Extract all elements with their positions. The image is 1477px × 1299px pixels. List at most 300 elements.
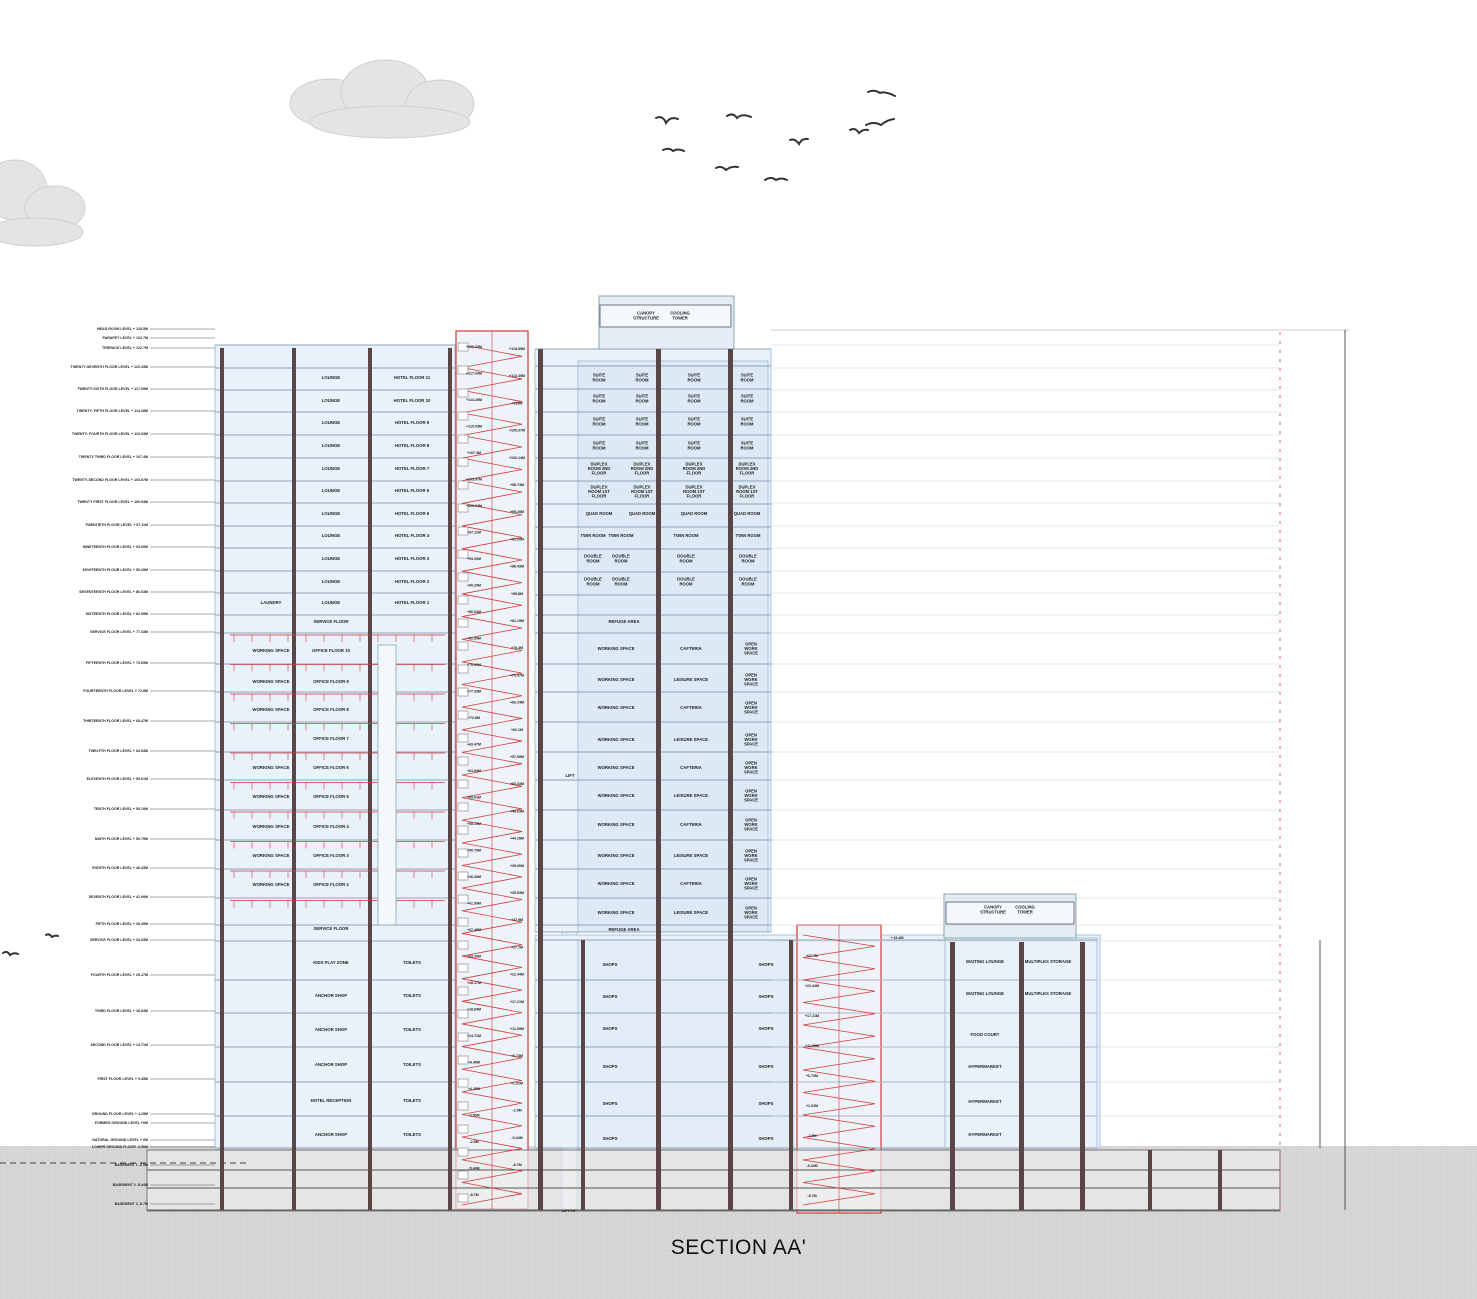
stair-level-label: +33.33M — [466, 954, 482, 959]
column — [1218, 1150, 1222, 1210]
stair-landing — [458, 780, 468, 788]
stair-level-label: -5.44M — [468, 1166, 480, 1171]
stair-level-label: +86.63M — [466, 610, 482, 614]
column — [1019, 942, 1024, 1210]
room-label: SUITE ROOM — [687, 416, 701, 427]
level-label: TWENTY FIRST FLOOR LEVEL + 100.94M — [77, 500, 148, 504]
stair-level-label: +35.53M — [509, 891, 525, 895]
stair-level-label: +11.99M — [805, 1044, 819, 1048]
room-label: OPEN WORK SPACE — [743, 905, 759, 920]
room-label: SHOPS — [758, 962, 774, 967]
stair-level-label: +91.09M — [509, 537, 525, 542]
stair-level-label: -8.7M — [512, 1163, 522, 1167]
room-label: HOTEL FLOOR 7 — [394, 466, 430, 471]
room-label: LEISURE SPACE — [673, 737, 709, 742]
stair-landing — [458, 642, 468, 650]
room-label: OFFICE FLOOR 8 — [313, 707, 349, 712]
room-label: LOUNGE — [321, 556, 341, 561]
room-label: SHOPS — [602, 1026, 618, 1031]
level-label: SEVENTH FLOOR LEVEL + 41.99M — [88, 895, 148, 899]
room-label: CAFTERIA — [680, 646, 702, 651]
room-label: SUITE ROOM — [635, 372, 649, 383]
room-label: SUITE ROOM — [740, 393, 754, 404]
room-label: TOILETS — [402, 1027, 422, 1032]
stair-level-label: +32.9M — [510, 918, 524, 923]
room-label: SUITE ROOM — [592, 416, 606, 427]
cooling-tower-label: COOLING TOWER — [1015, 904, 1035, 915]
stair-landing — [458, 412, 468, 420]
level-label: SEVENTEENTH FLOOR LEVEL + 86.63M — [79, 590, 148, 594]
room-label: WORKING SPACE — [597, 646, 635, 651]
column — [292, 348, 296, 1210]
room-label: ANCHOR SHOP — [314, 1062, 348, 1067]
room-label: MULTIPLEX STORAGE — [1024, 959, 1072, 964]
building-section — [0, 296, 1350, 1213]
stair-landing — [458, 1079, 468, 1087]
stair-level-label: +28.17M — [466, 981, 482, 985]
column — [368, 348, 372, 1210]
level-label: SERVICE FLOOR LEVEL + 33.33M — [90, 938, 148, 942]
room-label: SHOPS — [602, 1064, 618, 1069]
room-label: HOTEL FLOOR 11 — [393, 375, 431, 380]
stair-level-label: -0.50M — [468, 1113, 480, 1118]
room-label: DOUBLE ROOM — [739, 553, 757, 564]
level-label: TENTH FLOOR LEVEL + 55.19M — [93, 807, 148, 811]
column — [656, 349, 661, 1210]
stair-level-label: +97.11M — [467, 530, 481, 535]
level-label: SECOND FLOOR LEVEL + 14.71M — [90, 1043, 148, 1047]
stair-landing — [458, 826, 468, 834]
stair-landing — [458, 1171, 468, 1179]
stair-level-label: +50.79M — [466, 848, 482, 853]
room-label: SUITE ROOM — [687, 372, 701, 383]
room-label: TOILETS — [402, 993, 422, 998]
stair-landing — [458, 435, 468, 443]
room-label: FOOD COURT — [970, 1032, 1000, 1037]
room-label: OFFICE FLOOR 6 — [313, 765, 349, 770]
room-label: ANCHOR SHOP — [314, 1132, 348, 1137]
stair-level-label: +11.99M — [510, 1027, 524, 1031]
cooling-tower-label: COOLING TOWER — [670, 310, 690, 321]
room-label: TOILETS — [402, 1132, 422, 1137]
room-label: SERVICE FLOOR — [313, 926, 349, 931]
column — [220, 348, 224, 1210]
stair-level-label: +27.7M — [805, 954, 819, 958]
stair-level-label: +78.4M — [510, 646, 524, 651]
stair-level-label: +109M — [511, 401, 523, 406]
room-label: HOTEL FLOOR 1 — [394, 600, 430, 605]
room-label: DOUBLE ROOM — [612, 553, 630, 564]
room-label: HOTEL FLOOR 8 — [394, 443, 430, 448]
room-label: WORKING SPACE — [597, 737, 635, 742]
room-label: LEISURE SPACE — [673, 793, 709, 798]
stair-level-label: +55.19M — [466, 822, 482, 826]
room-label: QUAD ROOM — [585, 511, 613, 516]
mall-canopy-box — [946, 902, 1074, 924]
room-label: LEISURE SPACE — [673, 853, 709, 858]
stair-landing — [458, 619, 468, 627]
room-label: WORKING SPACE — [597, 765, 635, 770]
room-label: TOILETS — [402, 1062, 422, 1067]
column — [1148, 1150, 1152, 1210]
stair-level-label: +6.73M — [510, 1054, 524, 1059]
stair-level-label: +17.21M — [509, 999, 525, 1004]
room-label: SHOPS — [758, 994, 774, 999]
level-label: BASEMENT 2 -5.44M — [112, 1183, 148, 1187]
stair-level-label: +79.09M — [466, 663, 482, 667]
room-label: OPEN WORK SPACE — [743, 672, 759, 687]
stair-level-label: -5.44M — [511, 1135, 523, 1140]
section-title: SECTION AA' — [670, 1236, 807, 1259]
stair-landing — [458, 1148, 468, 1156]
stair-level-label: +85.8M — [510, 591, 524, 596]
room-label: LOUNGE — [321, 420, 341, 425]
room-label: SHOPS — [602, 962, 618, 967]
room-label: DUPLEX ROOM 1ST FLOOR — [588, 484, 610, 499]
room-label: HOTEL FLOOR 10 — [393, 398, 431, 403]
room-label: OFFICE FLOOR 3 — [313, 853, 349, 858]
stair-level-label: +100.94M — [465, 504, 483, 508]
room-label: SUITE ROOM — [740, 416, 754, 427]
room-label: OFFICE FLOOR 7 — [313, 736, 349, 741]
room-label: LOUNGE — [321, 533, 341, 538]
refuge-area-label: REFUGE AREA — [608, 927, 640, 932]
level-label: THIRD FLOOR LEVEL + 18.84M — [94, 1009, 148, 1013]
level-label: TWELFTH FLOOR LEVEL + 64.94M — [88, 749, 148, 753]
room-label: HYPERMARKET — [968, 1132, 1002, 1137]
level-label: GROUND FLOOR LEVEL + 4.25M — [91, 1112, 148, 1116]
column — [728, 349, 733, 1210]
room-label: SERVICE FLOOR — [313, 619, 349, 624]
room-label: SUITE ROOM — [740, 372, 754, 383]
stair-level-label: -2.5M — [469, 1140, 479, 1144]
room-label: OPEN WORK SPACE — [743, 700, 759, 715]
level-label: LOWER GROUND FLOOR -0.50M — [91, 1145, 148, 1149]
stair-landing — [458, 573, 468, 581]
room-label: DUPLEX ROOM 1ST FLOOR — [683, 484, 705, 499]
stair-level-label: +82.99M — [466, 636, 482, 641]
room-label: WORKING SPACE — [252, 882, 290, 887]
room-label: HOTEL FLOOR 2 — [394, 579, 430, 584]
lift-label: LIFT — [565, 773, 575, 778]
room-label: QUAD ROOM — [628, 511, 656, 516]
level-label: SERVICE FLOOR LEVEL + 77.33M — [90, 630, 148, 634]
room-label: LEISURE SPACE — [673, 910, 709, 915]
canopy-label: CANOPY STRUCTURE — [980, 904, 1006, 915]
room-label: OPEN WORK SPACE — [743, 788, 759, 803]
stair-level-label: +41.99M — [466, 901, 482, 906]
stair-level-label: +46.33M — [466, 875, 482, 879]
room-label: CAFTERIA — [680, 881, 702, 886]
room-label: DUPLEX ROOM 2ND FLOOR — [630, 461, 654, 476]
room-label: CAFTERIA — [680, 705, 702, 710]
stair-level-label: +1.02M — [510, 1081, 524, 1086]
level-label: FIRST FLOOR LEVEL + 9.45M — [97, 1077, 148, 1081]
room-label: WORKING SPACE — [597, 705, 635, 710]
stair-level-label: +93.09M — [466, 557, 482, 561]
room-label: HOTEL FLOOR 4 — [394, 533, 430, 538]
room-label: LOUNGE — [321, 600, 341, 605]
stair-level-label: +117.09M — [466, 371, 482, 376]
level-label: NATURAL GROUND LEVEL + 0M — [92, 1138, 148, 1142]
level-label: TWENTY- FOURTH FLOOR LEVEL + 110.03M — [71, 432, 148, 436]
room-label: QUAD ROOM — [733, 511, 761, 516]
stair-landing — [458, 1056, 468, 1064]
stair-landing — [458, 458, 468, 466]
room-label: OPEN WORK SPACE — [743, 732, 759, 747]
room-label: SUITE ROOM — [592, 440, 606, 451]
stair-level-label: +120.33M — [465, 345, 483, 349]
room-label: HOTEL FLOOR 5 — [394, 511, 430, 516]
level-label: TWENTIETH FLOOR LEVEL + 97.11M — [85, 523, 148, 527]
stair-level-label: +77.33M — [466, 689, 482, 694]
room-label: OPEN WORK SPACE — [743, 876, 759, 891]
stair-level-label: +48.63M — [509, 809, 525, 814]
stair-landing — [458, 964, 468, 972]
room-label: LOUNGE — [321, 375, 341, 380]
room-label: SUITE ROOM — [635, 440, 649, 451]
room-label: SHOPS — [602, 1136, 618, 1141]
room-label: LEISURE SPACE — [673, 677, 709, 682]
column — [950, 942, 955, 1210]
stair-level-label: +22.44M — [804, 984, 820, 988]
room-label: TWIN ROOM — [673, 533, 699, 538]
room-label: LOUNGE — [321, 488, 341, 493]
column — [581, 940, 585, 1210]
room-label: WORKING SPACE — [597, 677, 635, 682]
lift-pit-label: LIFT PIT — [561, 1209, 577, 1213]
room-label: OFFICE FLOOR 5 — [313, 794, 349, 799]
room-label: SHOPS — [602, 994, 618, 999]
level-label: HEAD ROOM LEVEL + 125.5M — [97, 327, 148, 331]
level-label: TWENTY-SIXTH FLOOR LEVEL + 117.09M — [77, 387, 148, 391]
stair-level-label: +90.29M — [466, 583, 482, 588]
column — [538, 349, 543, 1210]
room-label: DUPLEX ROOM 2ND FLOOR — [587, 461, 611, 476]
stair-level-label: +4.25M — [467, 1087, 481, 1091]
room-label: WORKING SPACE — [252, 765, 290, 770]
stair-level-label: -8.7M — [807, 1194, 817, 1198]
room-label: OFFICE FLOOR 4 — [313, 824, 349, 829]
stair-level-label: +118.85M — [509, 347, 525, 351]
level-label: TWENTY-SECOND FLOOR LEVEL + 103.97M — [72, 478, 148, 482]
cloud-small — [0, 160, 85, 246]
room-label: DOUBLE ROOM — [612, 576, 630, 587]
stair-landing — [458, 481, 468, 489]
room-label: DUPLEX ROOM 2ND FLOOR — [682, 461, 706, 476]
room-label: SUITE ROOM — [635, 416, 649, 427]
stair-landing — [458, 1102, 468, 1110]
stair-level-label: +98.74M — [509, 483, 525, 487]
cloud-large — [290, 60, 474, 138]
level-label: FIFTEENTH FLOOR LEVEL + 70.69M — [86, 661, 148, 665]
level-label: TWENTY- FIFTH FLOOR LEVEL + 114.28M — [76, 409, 148, 413]
level-label: FIFTH FLOOR LEVEL + 35.49M — [95, 922, 148, 926]
room-label: WORKING SPACE — [597, 881, 635, 886]
stair-level-label: +113.45M — [509, 374, 525, 379]
room-label: TOILETS — [402, 960, 422, 965]
stair-level-label: +59.61M — [466, 795, 482, 800]
stair-level-label: +95.28M — [509, 510, 525, 515]
room-label: HOTEL FLOOR 6 — [394, 488, 430, 493]
room-label: MULTIPLEX STORAGE — [1024, 991, 1072, 996]
room-label: HOTEL FLOOR 9 — [394, 420, 430, 425]
stair-level-label: + 33.4M — [890, 936, 904, 940]
room-label: ANCHOR SHOP — [314, 993, 348, 998]
level-label: ELEVENTH FLOOR LEVEL + 59.61M — [86, 777, 148, 781]
stair-level-label: +64.94M — [466, 769, 482, 773]
stair-level-label: +22.44M — [509, 972, 525, 977]
room-label: SHOPS — [602, 1101, 618, 1106]
stair-level-label: +18.84M — [466, 1007, 482, 1012]
level-label: TWENTY THIRD FLOOR LEVEL + 107.4M — [78, 455, 148, 459]
stair-level-label: +107.4M — [466, 451, 482, 455]
room-label: HOTEL RECEPTION — [310, 1098, 352, 1103]
room-label: WORKING SPACE — [252, 679, 290, 684]
room-label: TWIN ROOM — [580, 533, 606, 538]
column — [789, 940, 793, 1210]
canopy-label: CANOPY STRUCTURE — [633, 310, 659, 321]
stair-landing — [458, 734, 468, 742]
stair-level-label: +75.97M — [509, 673, 525, 678]
room-label: ANCHOR SHOP — [314, 1027, 348, 1032]
room-label: WAITING LOUNGE — [966, 991, 1004, 996]
level-label: NINTH FLOOR LEVEL + 50.79M — [94, 837, 148, 841]
room-label: TOILETS — [402, 1098, 422, 1103]
stair-level-label: +44.28M — [509, 836, 525, 841]
column — [448, 348, 452, 1210]
stair-level-label: +53.33M — [509, 782, 525, 787]
room-label: CAFTERIA — [680, 822, 702, 827]
stair-level-label: -8.7M — [469, 1193, 479, 1197]
room-label: WORKING SPACE — [597, 793, 635, 798]
room-label: HYPERMARKET — [968, 1064, 1002, 1069]
room-label: SUITE ROOM — [687, 393, 701, 404]
level-label: FOURTEENTH FLOOR LEVEL + 72.8M — [83, 689, 148, 693]
room-label: DUPLEX ROOM 1ST FLOOR — [631, 484, 653, 499]
room-label: SUITE ROOM — [635, 393, 649, 404]
stair-level-label: +103.97M — [465, 477, 483, 482]
stair-level-label: +1.02M — [805, 1104, 819, 1108]
stair-landing — [458, 1194, 468, 1202]
room-label: OFFICE FLOOR 10 — [312, 648, 350, 653]
level-label: EIGHTEENTH FLOOR LEVEL + 90.29M — [82, 568, 148, 572]
room-label: OFFICE FLOOR 2 — [313, 882, 349, 887]
stair-level-label: +105.37M — [508, 428, 526, 433]
room-label: WORKING SPACE — [597, 822, 635, 827]
room-label: HOTEL FLOOR 3 — [394, 556, 430, 561]
room-label: LOUNGE — [321, 511, 341, 516]
room-label: QUAD ROOM — [680, 511, 708, 516]
stair-landing — [458, 803, 468, 811]
room-label: LOUNGE — [321, 443, 341, 448]
stair-level-label: +39.96M — [509, 863, 525, 868]
stair-landing — [458, 918, 468, 926]
room-label: WORKING SPACE — [252, 707, 290, 712]
stair-level-label: +62.1M — [510, 727, 524, 732]
stair-level-label: +9.45M — [467, 1060, 481, 1065]
level-label: FOURTH FLOOR LEVEL + 25.17M — [90, 973, 148, 977]
level-label: EIGHTH FLOOR LEVEL + 46.33M — [92, 866, 148, 870]
stair-level-label: +69.47M — [466, 742, 482, 747]
level-label: NINETEENTH FLOOR LEVEL + 93.09M — [82, 545, 148, 549]
room-label: DUPLEX ROOM 1ST FLOOR — [736, 484, 758, 499]
refuge-area-label: REFUGE AREA — [608, 619, 640, 624]
stair-landing — [458, 941, 468, 949]
room-label: OPEN WORK SPACE — [743, 760, 759, 775]
room-label: DOUBLE ROOM — [584, 553, 602, 564]
level-label: SIXTEENTH FLOOR LEVEL + 82.99M — [85, 612, 148, 616]
canopy-box — [600, 305, 731, 327]
stair-level-label: +81.19M — [509, 619, 525, 623]
office-atrium — [378, 645, 396, 925]
level-label: TWENTY-SEVENTH FLOOR LEVEL + 120.33M — [70, 365, 148, 369]
room-label: WORKING SPACE — [597, 853, 635, 858]
stair-level-label: +102.14M — [508, 455, 526, 460]
room-label: LOUNGE — [321, 579, 341, 584]
podium-shops — [578, 940, 793, 1148]
stair-level-label: +72.8M — [467, 716, 481, 720]
room-label: LOUNGE — [321, 466, 341, 471]
room-label: SUITE ROOM — [592, 393, 606, 404]
room-label: LAUNDRY — [260, 600, 282, 605]
room-label: DUPLEX ROOM 2ND FLOOR — [735, 461, 759, 476]
stair-landing — [458, 389, 468, 397]
room-label: LOUNGE — [321, 398, 341, 403]
room-label: DOUBLE ROOM — [584, 576, 602, 587]
stair-level-label: -5.44M — [806, 1164, 818, 1168]
stair-landing — [458, 1125, 468, 1133]
room-label: DOUBLE ROOM — [739, 576, 757, 587]
room-label: WORKING SPACE — [252, 794, 290, 799]
stair-level-label: +37.49M — [466, 928, 482, 932]
room-label: OFFICE FLOOR 9 — [313, 679, 349, 684]
level-label: BASEMENT 3 -8.7M — [114, 1202, 148, 1206]
stair-level-label: +57.99M — [509, 755, 525, 759]
room-label: WORKING SPACE — [252, 824, 290, 829]
room-label: SHOPS — [758, 1101, 774, 1106]
room-label: CAFTERIA — [680, 765, 702, 770]
room-label: OPEN WORK SPACE — [743, 641, 759, 656]
stair-landing — [458, 596, 468, 604]
level-label: PARAPET LEVEL + 123.7M — [102, 336, 148, 340]
room-label: SUITE ROOM — [740, 440, 754, 451]
stair-level-label: +6.73M — [805, 1074, 819, 1078]
room-label: SUITE ROOM — [592, 372, 606, 383]
room-label: WORKING SPACE — [252, 648, 290, 653]
level-label: TERRACE LEVEL + 122.7M — [102, 346, 148, 350]
level-label: THIRTEENTH FLOOR LEVEL + 69.47M — [83, 719, 148, 723]
room-label: OPEN WORK SPACE — [743, 848, 759, 863]
stair-level-label: -2.5M — [512, 1108, 522, 1113]
room-label: SHOPS — [758, 1136, 774, 1141]
basement-block — [147, 1150, 1280, 1211]
stair-landing — [458, 711, 468, 719]
room-label: SHOPS — [758, 1064, 774, 1069]
stair-level-label: -2.5M — [807, 1134, 817, 1138]
stair-level-label: +14.71M — [466, 1034, 482, 1038]
room-label: TWIN ROOM — [608, 533, 634, 538]
room-label: OPEN WORK SPACE — [743, 817, 759, 832]
stair-level-label: +88.43M — [509, 564, 525, 569]
column — [1080, 942, 1085, 1210]
room-label: SHOPS — [758, 1026, 774, 1031]
room-label: DOUBLE ROOM — [677, 576, 695, 587]
stair-level-label: +110.03M — [466, 424, 482, 429]
stair-level-label: +114.28M — [466, 398, 482, 402]
stair-landing — [458, 987, 468, 995]
room-label: HYPERMARKET — [968, 1099, 1002, 1104]
